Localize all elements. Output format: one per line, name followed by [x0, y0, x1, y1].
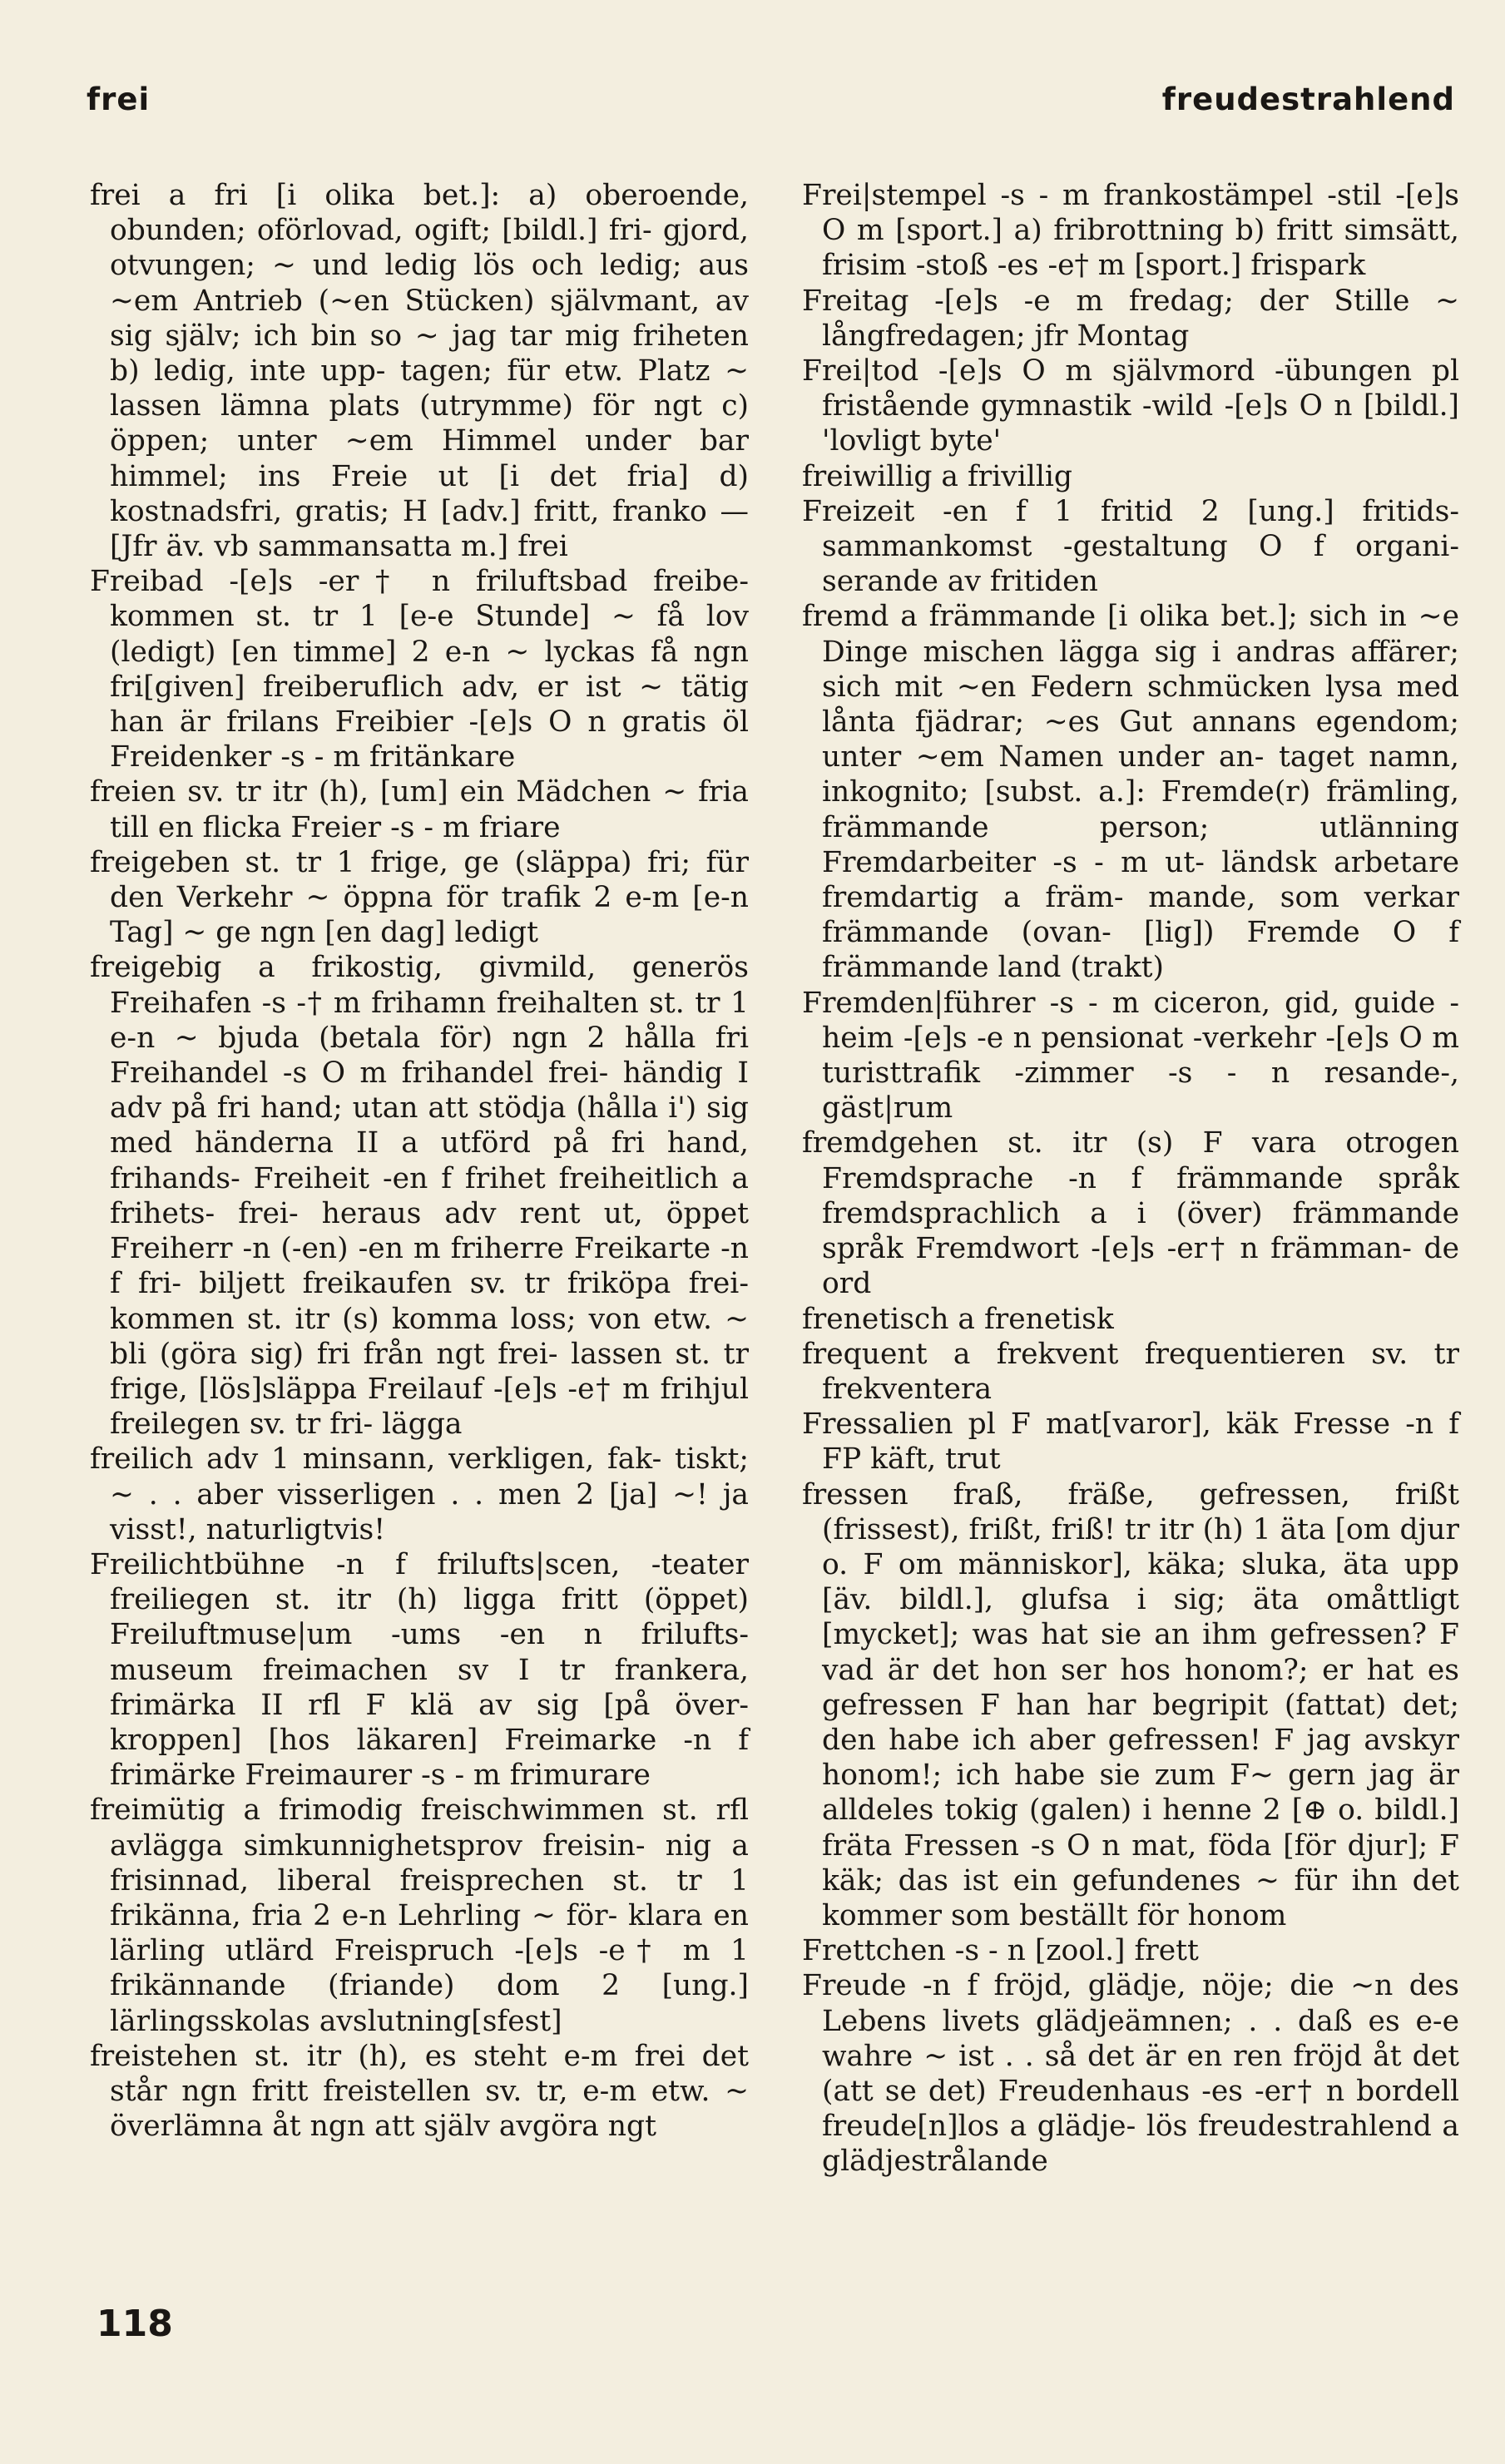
- dictionary-entry: frenetisch a frenetisk: [802, 1302, 1114, 1336]
- dictionary-entry: freistehen st. itr (h), es steht e-m frei det står ngn fritt freistellen sv. tr, e-m etw. ~ överlämna åt ngn att själv avgöra ngt: [90, 2039, 758, 2144]
- dictionary-entry: Freilichtbühne -n f frilufts|scen, -teater freiliegen st. itr (h) ligga fritt (öppet) Freiluftmuse|um -ums -en n frilufts- museum freimachen sv I tr frankera, frimärka II rfl F klä av sig [på över- kroppen] [hos läkaren] Freimarke -n f frimärke Freimaurer -s - m frimurare: [90, 1547, 758, 1793]
- left-column: [90, 178, 758, 2144]
- dictionary-entry: fremd a främmande [i olika bet.]; sich in ~e Dinge mischen lägga sig i andras affärer; sich mit ~en Federn schmücken lysa med lånta fjädrar; ~es Gut annans egendom; unter ~em Namen under an- taget namn, inkognito; [subst. a.]: Fremde(r) främling, främmande person; utlänning Fremdarbeiter -s - m ut- ländsk arbetare fremdartig a främ- mande, som verkar främmande (ovan- [lig]) Fremde O f främmande land (trakt): [802, 600, 1468, 985]
- dictionary-entry: freilich adv 1 minsann, verkligen, fak- tiskt; ~ . . aber visserligen . . men 2 [ja] ~! ja visst!, naturligtvis!: [90, 1442, 758, 1546]
- dictionary-entry: Freitag -[e]s -e m fredag; der Stille ~ långfredagen; jfr Montag: [802, 284, 1468, 353]
- dictionary-entry: Frei|stempel -s - m frankostämpel -stil -[e]s O m [sport.] a) fribrottning b) fritt simsätt, frisim -stoß -es -e† m [sport.] frispark: [802, 179, 1468, 283]
- dictionary-entry: frei a fri [i olika bet.]: a) oberoende, obunden; oförlovad, ogift; [bildl.] fri- gjord, otvungen; ~ und ledig lös och ledig; aus ~em Antrieb (~en Stücken) självmant, av sig själv; ich bin so ~ jag tar mig friheten b) ledig, inte upp- tagen; für etw. Platz ~ lassen lämna plats (utrymme) för ngt c) öppen; unter ~em Himmel under bar himmel; ins Freie ut [i det fria] d) kostnadsfri, gratis; H [adv.] fritt, franko — [Jfr äv. vb sammansatta m.] frei: [90, 179, 758, 564]
- dictionary-entry: freigebig a frikostig, givmild, generös Freihafen -s -† m frihamn freihalten st. tr 1 e-n ~ bjuda (betala för) ngn 2 hålla fri Freihandel -s O m frihandel frei- händig I adv på fri hand; utan att stödja (hålla i') sig med händerna II a utförd på fri hand, frihands- Freiheit -en f frihet freiheitlich a frihets- frei- heraus adv rent ut, öppet Freiherr -n (-en) -en m friherre Freikarte -n f fri- biljett freikaufen sv. tr friköpa frei- kommen st. itr (s) komma loss; von etw. ~ bli (göra sig) fri från ngt frei- lassen st. tr frige, [lös]släppa Freilauf -[e]s -e† m frihjul freilegen sv. tr fri- lägga: [90, 951, 758, 1442]
- dictionary-entry: Frei|tod -[e]s O m självmord -übungen pl fristående gymnastik -wild -[e]s O n [bildl.] 'lovligt byte': [802, 354, 1468, 458]
- right-column: [802, 178, 1468, 2180]
- dictionary-entry: Freude -n f fröjd, glädje, nöje; die ~n des Lebens livets glädjeämnen; . . daß es e-e wahre ~ ist . . så det är en ren fröjd åt det (att se det) Freudenhaus -es -er† n bordell freude[n]los a glädje- lös freudestrahlend a glädjestrålande: [802, 1969, 1468, 2179]
- dictionary-entry: frequent a frekvent frequentieren sv. tr frekventera: [802, 1337, 1468, 1406]
- dictionary-entry: freiwillig a frivillig: [802, 459, 1072, 493]
- dictionary-entry: Freibad -[e]s -er† n friluftsbad freibe- kommen st. tr 1 [e-e Stunde] ~ få lov (ledigt) [en timme] 2 e-n ~ lyckas få ngn fri[given] freiberuflich adv, er ist ~ tätig han är frilans Freibier -[e]s O n gratis öl Freidenker -s - m fritänkare: [90, 565, 758, 774]
- dictionary-entry: Freizeit -en f 1 fritid 2 [ung.] fritids- sammankomst -gestaltung O f organi- serande av fritiden: [802, 494, 1468, 599]
- dictionary-entry: Frettchen -s - n [zool.] frett: [802, 1934, 1199, 1968]
- dictionary-entry: Fremden|führer -s - m ciceron, gid, guide -heim -[e]s -e n pensionat -verkehr -[e]s O m turisttrafik -zimmer -s - n resande-, gäst|rum: [802, 986, 1468, 1126]
- dictionary-entry: fressen fraß, fräße, gefressen, frißt (frissest), frißt, friß! tr itr (h) 1 äta [om djur o. F om människor], käka; sluka, äta upp [äv. bildl.], glufsa i sig; äta omåttligt [mycket]; was hat sie an ihm gefressen? F vad är det hon ser hos honom?; er hat es gefressen F han har begripit (fattat) det; den habe ich aber gefressen! F jag avskyr honom!; ich habe sie zum F~ gern jag är alldeles tokig (galen) i henne 2 [⊕ o. bildl.] fräta Fressen -s O n mat, föda [för djur]; F käk; das ist ein gefundenes ~ für ihn det kommer som beställt för honom: [802, 1477, 1468, 1932]
- page-number: 118: [97, 2303, 173, 2345]
- running-head-right: freudestrahlend: [1161, 82, 1455, 117]
- dictionary-entry: Fressalien pl F mat[varor], käk Fresse -n f FP käft, trut: [802, 1408, 1468, 1477]
- dictionary-entry: fremdgehen st. itr (s) F vara otrogen Fremdsprache -n f främmande språk fremdsprachlich a i (över) främmande språk Fremdwort -[e]s -er† n främman- de ord: [802, 1126, 1468, 1301]
- running-head-left: frei: [87, 82, 151, 117]
- dictionary-entry: freien sv. tr itr (h), [um] ein Mädchen ~ fria till en flicka Freier -s - m friare: [90, 775, 758, 844]
- dictionary-entry: freigeben st. tr 1 frige, ge (släppa) fri; für den Verkehr ~ öppna för trafik 2 e-m [e-n Tag] ~ ge ngn [en dag] ledigt: [90, 845, 758, 950]
- dictionary-entry: freimütig a frimodig freischwimmen st. rfl avlägga simkunnighetsprov freisin- nig a frisinnad, liberal freisprechen st. tr 1 frikänna, fria 2 e-n Lehrling ~ för- klara en lärling utlärd Freispruch -[e]s -e† m 1 frikännande (friande) dom 2 [ung.] lärlingsskolas avslutning[sfest]: [90, 1794, 758, 2038]
